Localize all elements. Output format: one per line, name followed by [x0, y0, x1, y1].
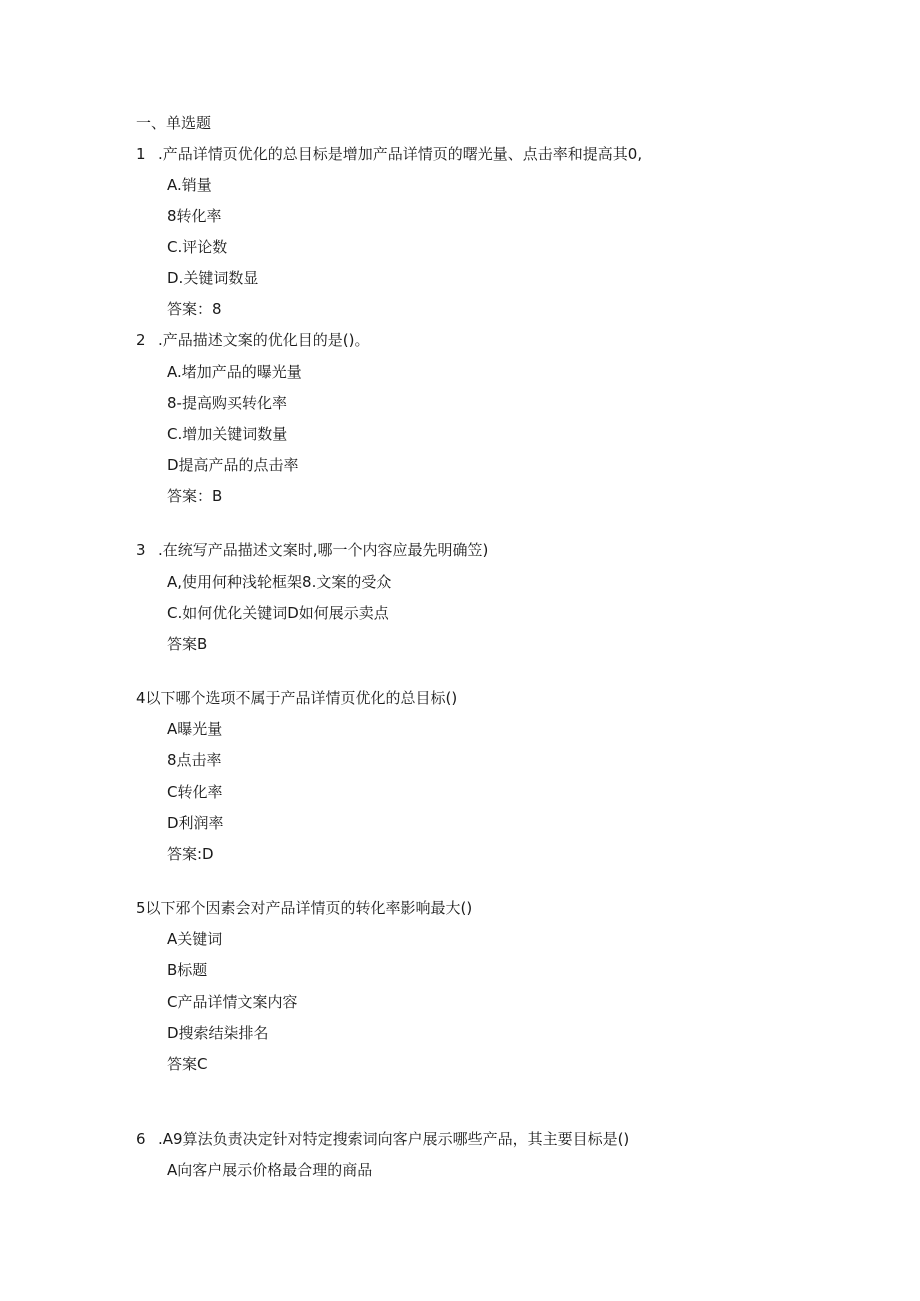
option: A.堵加产品的曝光量 — [167, 363, 302, 381]
answer: 答案：B — [167, 487, 223, 505]
question-number: 2 — [136, 331, 146, 349]
question-text: 5以下邪个因素会对产品详情页的转化率影响最大() — [136, 899, 473, 917]
question-1 — [136, 144, 642, 164]
question-text: .产品详情页优化的总目标是增加产品详情页的曙光量、点击率和提高其0, — [158, 145, 643, 163]
option: C.如何优化关键词D如何展示卖点 — [167, 604, 389, 622]
question-4 — [136, 688, 457, 708]
option: A曝光量 — [167, 720, 223, 738]
answer: 答案:D — [167, 845, 214, 863]
question-number: 3 — [136, 541, 146, 559]
option: C产品详情文案内容 — [167, 993, 298, 1011]
section-title: 一、单选题 — [136, 114, 212, 132]
answer: 答案C — [167, 1055, 208, 1073]
question-text: .A9算法负责决定针对特定搜索词向客户展示哪些产品，其主要目标是() — [158, 1130, 630, 1148]
option: C.评论数 — [167, 238, 228, 256]
answer: 答案B — [167, 635, 208, 653]
option: 8-提高购买转化率 — [167, 394, 287, 412]
question-6 — [136, 1129, 629, 1149]
question-text: .产品描述文案的优化目的是()。 — [158, 331, 370, 349]
question-text: 4以下哪个选项不属于产品详情页优化的总目标() — [136, 689, 458, 707]
question-number: 1 — [136, 145, 146, 163]
option: 8转化率 — [167, 207, 222, 225]
option: B标题 — [167, 961, 208, 979]
question-5 — [136, 898, 472, 918]
option: A向客户展示价格最合理的商品 — [167, 1161, 373, 1179]
option: C.增加关键词数量 — [167, 425, 288, 443]
question-3 — [136, 540, 488, 560]
option: D利润率 — [167, 814, 224, 832]
question-text: .在统写产品描述文案时,哪一个内容应最先明确笠) — [158, 541, 489, 559]
option: A关键词 — [167, 930, 223, 948]
option: D.关键词数显 — [167, 269, 259, 287]
option: C转化率 — [167, 783, 223, 801]
answer: 答案：8 — [167, 300, 222, 318]
option: D搜索结柒排名 — [167, 1024, 269, 1042]
option: A.销量 — [167, 176, 212, 194]
option: 8点击率 — [167, 751, 222, 769]
option: D提高产品的点击率 — [167, 456, 299, 474]
question-number: 6 — [136, 1130, 146, 1148]
question-2 — [136, 330, 369, 350]
option: A,使用何种浅轮框架8.文案的受众 — [167, 573, 392, 591]
